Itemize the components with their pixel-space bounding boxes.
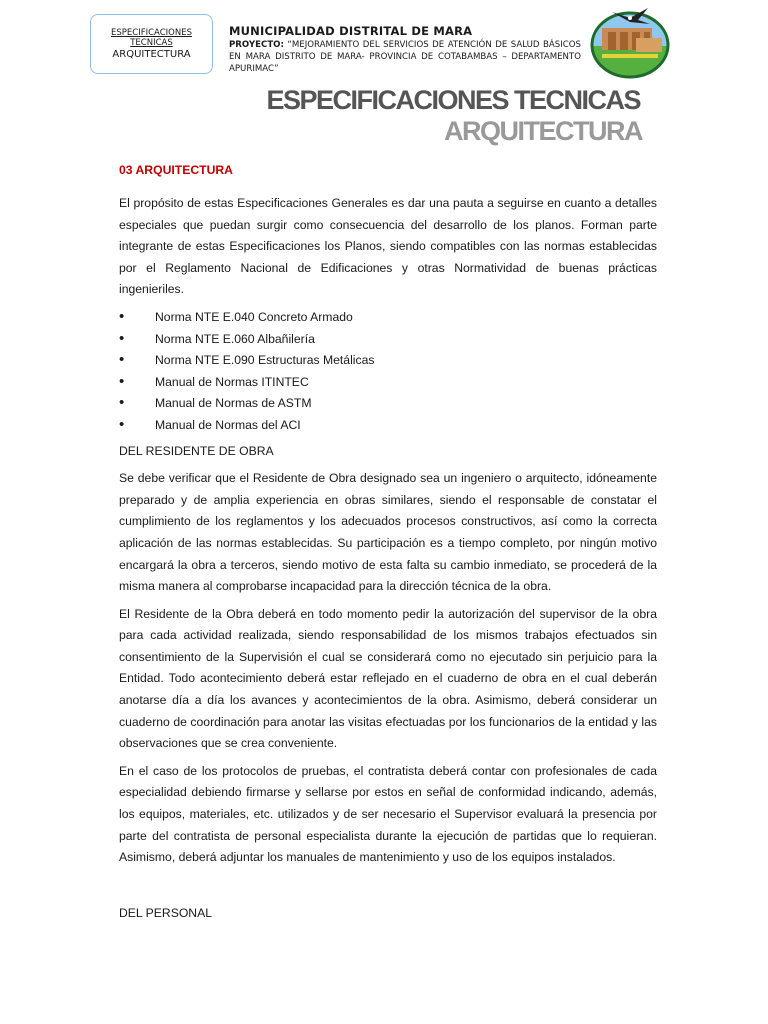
municipality-name: MUNICIPALIDAD DISTRITAL DE MARA bbox=[229, 24, 473, 38]
project-label: PROYECTO: bbox=[229, 40, 284, 50]
bullet-icon: • bbox=[119, 372, 125, 390]
norms-list bbox=[119, 307, 657, 437]
bullet-icon: • bbox=[119, 351, 125, 369]
personnel-heading: DEL PERSONAL bbox=[119, 905, 213, 920]
intro-paragraph: El propósito de estas Especificaciones Generales es dar una pauta a seguirse en cuanto a detalles especiales que puedan surgir como consecuencia del desarrollo de los planos. Forman parte integrante de estas Especificaciones los Planos, siendo compatibles con las normas establecidas por el Reglamento Nacional de Edificaciones y otras Normatividad de buenas prácticas ingenieriles. bbox=[119, 196, 657, 297]
header-box-line2: TECNICAS bbox=[130, 38, 173, 48]
bullet-icon: • bbox=[119, 329, 125, 347]
resident-paragraph-1: Se debe verificar que el Residente de Obra designado sea un ingeniero o arquitecto, idóneamente preparado y de amplia experiencia en obras similares, siendo el responsable de constatar el cumplimiento de los reglamentos y los adecuados procesos constructivos, así como la correcta aplicación de las normas establecidas. Su participación es a tiempo completo, por ningún motivo encargará la obra a terceros, siendo motivo de esta falta su cambio inmediato, se procederá de la misma manera al comprobarse incapacidad para la dirección técnica de la obra. bbox=[119, 471, 657, 594]
resident-heading: DEL RESIDENTE DE OBRA bbox=[119, 443, 274, 458]
resident-paragraph-3: En el caso de los protocolos de pruebas, el contratista deberá contar con profesionales de cada especialidad debiendo firmarse y sellarse por estos en señal de conformidad indicando, además, los equipos, materiales, etc. utilizados y de ser necesario el Supervisor evaluará la presencia por parte del contratista de personal especialista durante la ejecución de partidas que lo requieran. Asimismo, deberá adjuntar los manuales de mantenimiento y uso de los equipos instalados. bbox=[119, 763, 657, 865]
section-heading: 03 ARQUITECTURA bbox=[119, 163, 233, 177]
header-text bbox=[229, 24, 581, 74]
bullet-icon: • bbox=[119, 394, 125, 412]
norm-label: Norma NTE E.040 Concreto Armado bbox=[155, 309, 353, 324]
document-subtitle: ARQUITECTURA bbox=[444, 116, 642, 146]
header-label-box bbox=[90, 14, 213, 74]
norm-label: Norma NTE E.060 Albañilería bbox=[155, 331, 315, 346]
header-box-line1: ESPECIFICACIONES bbox=[111, 28, 192, 38]
norm-label: Manual de Normas del ACI bbox=[155, 417, 301, 432]
municipal-crest-icon bbox=[590, 2, 672, 78]
bullet-icon: • bbox=[119, 307, 125, 325]
document-body bbox=[119, 160, 657, 930]
norm-label: Manual de Normas de ASTM bbox=[155, 396, 312, 411]
list-item bbox=[119, 329, 657, 351]
project-description bbox=[229, 39, 581, 75]
project-text: “MEJORAMIENTO DEL SERVICIOS DE ATENCIÓN DE SALUD BÁSICOS EN MARA DISTRITO DE MARA- PROVINCIA DE COTABAMBAS – DEPARTAMENTO APURIMAC” bbox=[229, 40, 581, 74]
list-item bbox=[119, 372, 657, 394]
list-item bbox=[119, 350, 657, 372]
bullet-icon: • bbox=[119, 415, 125, 433]
resident-paragraph-2: El Residente de la Obra deberá en todo momento pedir la autorización del supervisor de la obra para cada actividad realizada, siendo responsabilidad de los mismos trabajos efectuados sin consentimiento de la Supervisión el cual se considerará como no ejecutado sin perjuicio para la Entidad. Todo acontecimiento deberá estar reflejado en el cuaderno de obra en el cual deberán anotarse día a día los avances y acontecimientos de la obra. Asimismo, deberá considerar un cuaderno de coordinación para anotar las visitas efectuadas por los funcionarios de la entidad y las observaciones que se crea conveniente. bbox=[119, 606, 657, 751]
norm-label: Manual de Normas ITINTEC bbox=[155, 374, 309, 389]
norm-label: Norma NTE E.090 Estructuras Metálicas bbox=[155, 353, 375, 368]
document-title: ESPECIFICACIONES TECNICAS bbox=[266, 85, 640, 115]
list-item bbox=[119, 415, 657, 437]
list-item bbox=[119, 307, 657, 329]
header-box-line3: ARQUITECTURA bbox=[112, 49, 191, 60]
list-item bbox=[119, 393, 657, 415]
spacer bbox=[119, 875, 657, 903]
